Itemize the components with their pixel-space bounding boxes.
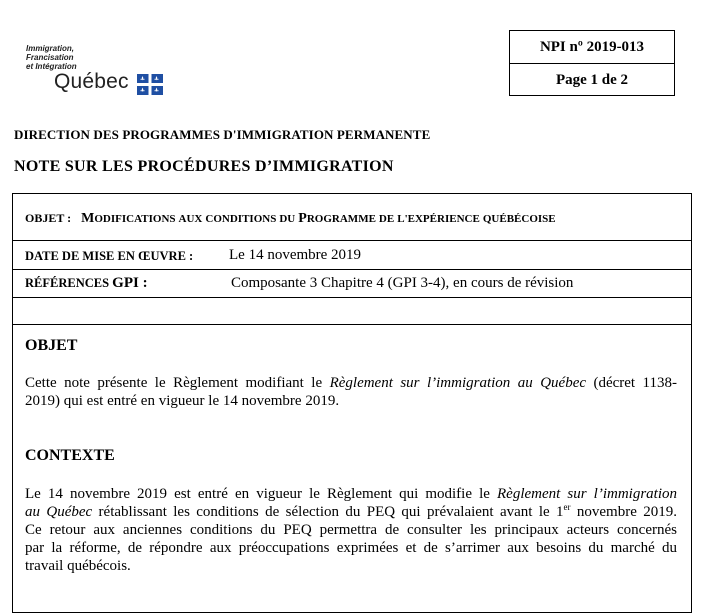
divider (12, 324, 692, 325)
paragraph-line: travail québécois. (25, 558, 131, 574)
paragraph-line: Cette note présente le Règlement modifiant le Règlement sur l’immigration au Québec (décret 1138- (25, 375, 677, 391)
paragraph-line: Le 14 novembre 2019 est entré en vigueur le Règlement qui modifie le Règlement sur l’immigration (25, 486, 677, 502)
quebec-logo (26, 44, 176, 100)
contexte-heading: CONTEXTE (25, 447, 115, 464)
divider (12, 269, 692, 270)
objet-label: OBJET : (25, 211, 72, 225)
date-value: Le 14 novembre 2019 (229, 247, 362, 263)
note-title: NOTE SUR LES PROCÉDURES D’IMMIGRATION (14, 158, 394, 175)
contexte-paragraph (25, 485, 677, 575)
objet-row (25, 211, 556, 227)
paragraph-line: 2019) qui est entré en vigueur le 14 novembre 2019. (25, 393, 340, 409)
objet-subject: MODIFICATIONS AUX CONDITIONS DU PROGRAMME DE L'EXPÉRIENCE QUÉBÉCOISE (81, 211, 556, 226)
logo-quebec-text: Québec (54, 70, 129, 93)
divider (12, 297, 692, 298)
paragraph-line: Ce retour aux anciennes conditions du PEQ permettra de consulter les principaux acteurs concernés (25, 522, 677, 538)
npi-number: NPI nº 2019-013 (510, 31, 674, 64)
objet-heading: OBJET (25, 337, 78, 354)
references-value: Composante 3 Chapitre 4 (GPI 3-4), en cours de révision (231, 275, 574, 291)
direction-title: DIRECTION DES PROGRAMMES D'IMMIGRATION PERMANENTE (14, 127, 431, 142)
date-label: DATE DE MISE EN ŒUVRE : (25, 249, 194, 263)
references-gpi: GPI : (112, 275, 148, 291)
references-label (25, 275, 148, 292)
objet-paragraph (25, 374, 677, 410)
logo-line-2: Francisation (26, 53, 74, 62)
paragraph-line: au Québec rétablissant les conditions de sélection du PEQ qui prévalaient avant le 1er novembre 2019. (25, 502, 678, 520)
divider (12, 240, 692, 241)
references-label-text: RÉFÉRENCES (25, 276, 110, 290)
logo-line-1: Immigration, (26, 44, 75, 53)
paragraph-line: par la réforme, de répondre aux préoccupations exprimées et de s’arrimer aux besoins du marché du (25, 540, 677, 556)
npi-reference-box (509, 30, 675, 96)
quebec-flag-icon (137, 74, 163, 95)
logo-line-3: et Intégration (26, 62, 77, 71)
page-indicator: Page 1 de 2 (555, 71, 629, 88)
